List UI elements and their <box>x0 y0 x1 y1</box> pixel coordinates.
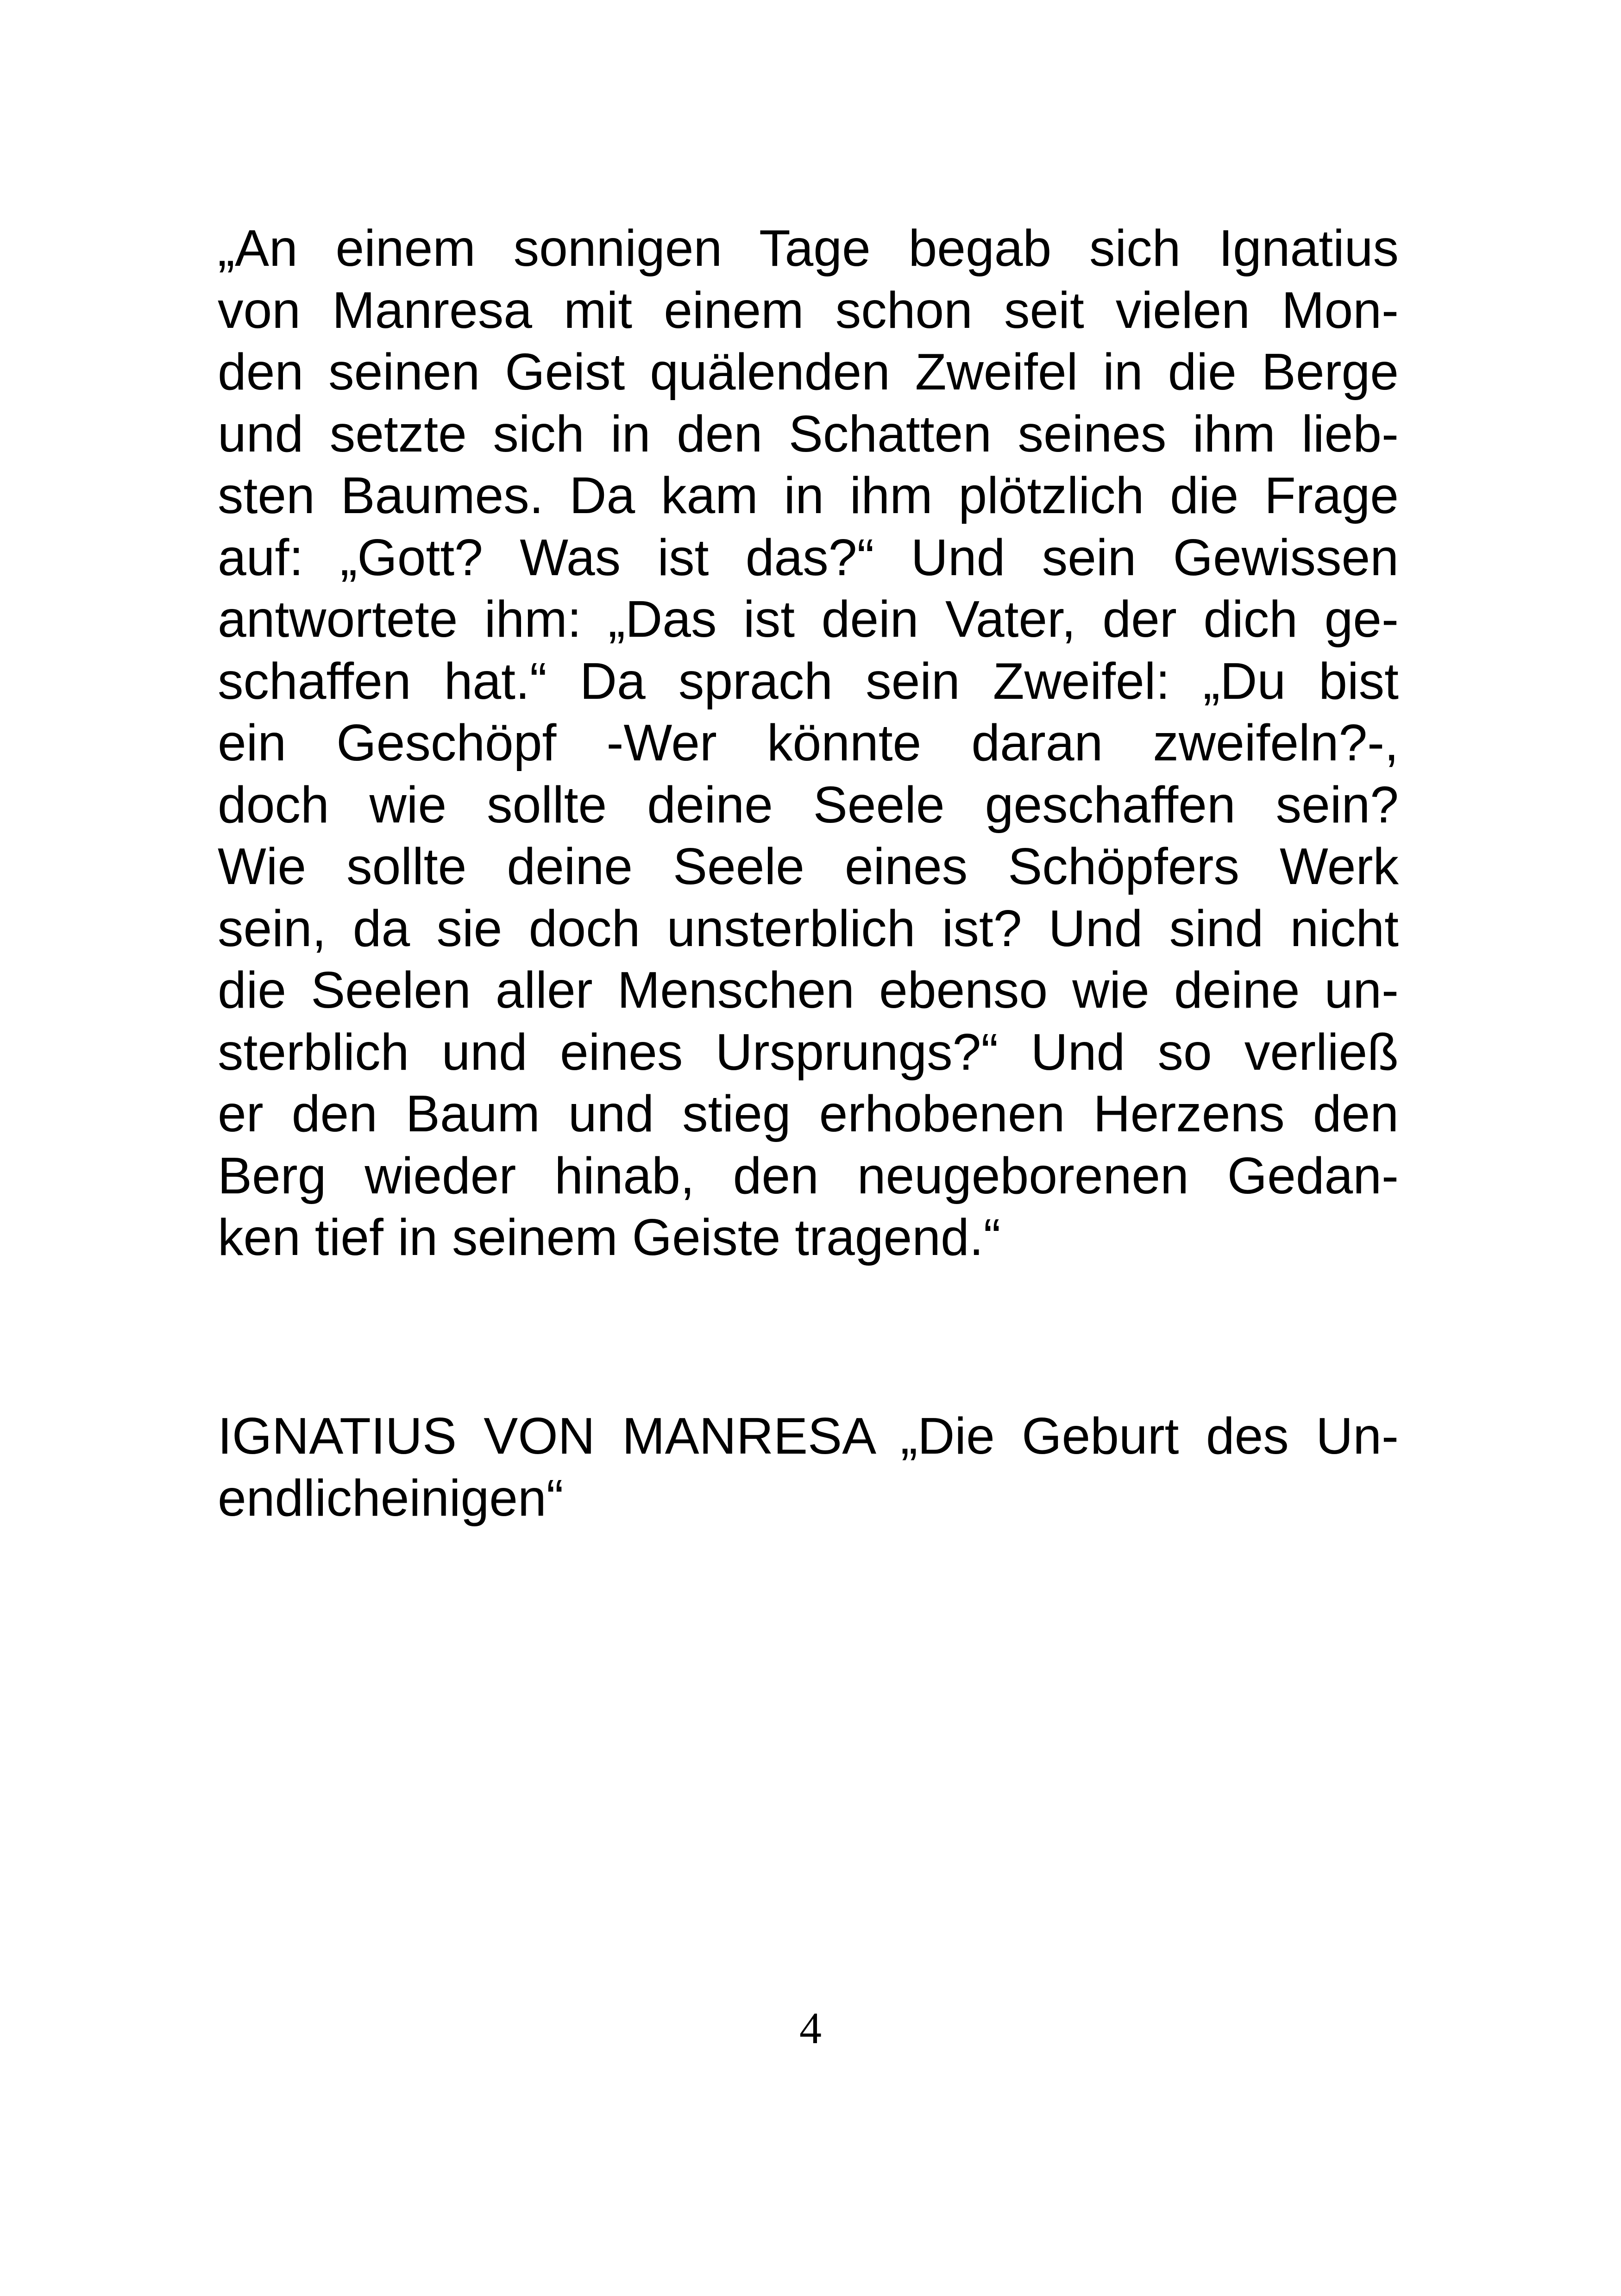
quote-line: Berg wieder hinab, den neugeborenen Gedan- <box>218 1147 1399 1204</box>
quote-line: Wie sollte deine Seele eines Schöpfers Werk <box>218 838 1399 895</box>
page-number: 4 <box>799 2003 822 2053</box>
quote-line: er den Baum und stieg erhobenen Herzens den <box>218 1085 1399 1142</box>
quote-line: die Seelen aller Menschen ebenso wie deine un- <box>218 961 1399 1019</box>
quote-line: sten Baumes. Da kam in ihm plötzlich die Frage <box>218 467 1399 524</box>
quote-line: sein, da sie doch unsterblich ist? Und sind nicht <box>218 899 1399 957</box>
attribution-line: endlicheinigen“ <box>218 1469 564 1527</box>
quote-line: und setzte sich in den Schatten seines ihm lieb- <box>218 405 1399 463</box>
quote-line: auf: „Gott? Was ist das?“ Und sein Gewissen <box>218 528 1399 586</box>
quote-line: ein Geschöpf -Wer könnte daran zweifeln?-, <box>218 714 1399 772</box>
quote-line: antwortete ihm: „Das ist dein Vater, der dich ge- <box>218 590 1399 648</box>
quote-line: doch wie sollte deine Seele geschaffen sein? <box>218 776 1399 834</box>
quote-line: ken tief in seinem Geiste tragend.“ <box>218 1209 1001 1266</box>
quote-line: von Manresa mit einem schon seit vielen Mon- <box>218 281 1399 339</box>
quote-paragraph <box>218 218 1399 1269</box>
quote-line: „An einem sonnigen Tage begab sich Ignatius <box>218 220 1399 277</box>
quote-line: sterblich und eines Ursprungs?“ Und so verließ <box>218 1023 1399 1081</box>
quote-line: schaffen hat.“ Da sprach sein Zweifel: „Du bist <box>218 652 1399 710</box>
attribution-line: IGNATIUS VON MANRESA „Die Geburt des Un- <box>218 1407 1399 1465</box>
attribution <box>218 1405 1399 1529</box>
quote-line: den seinen Geist quälenden Zweifel in die Berge <box>218 343 1399 401</box>
